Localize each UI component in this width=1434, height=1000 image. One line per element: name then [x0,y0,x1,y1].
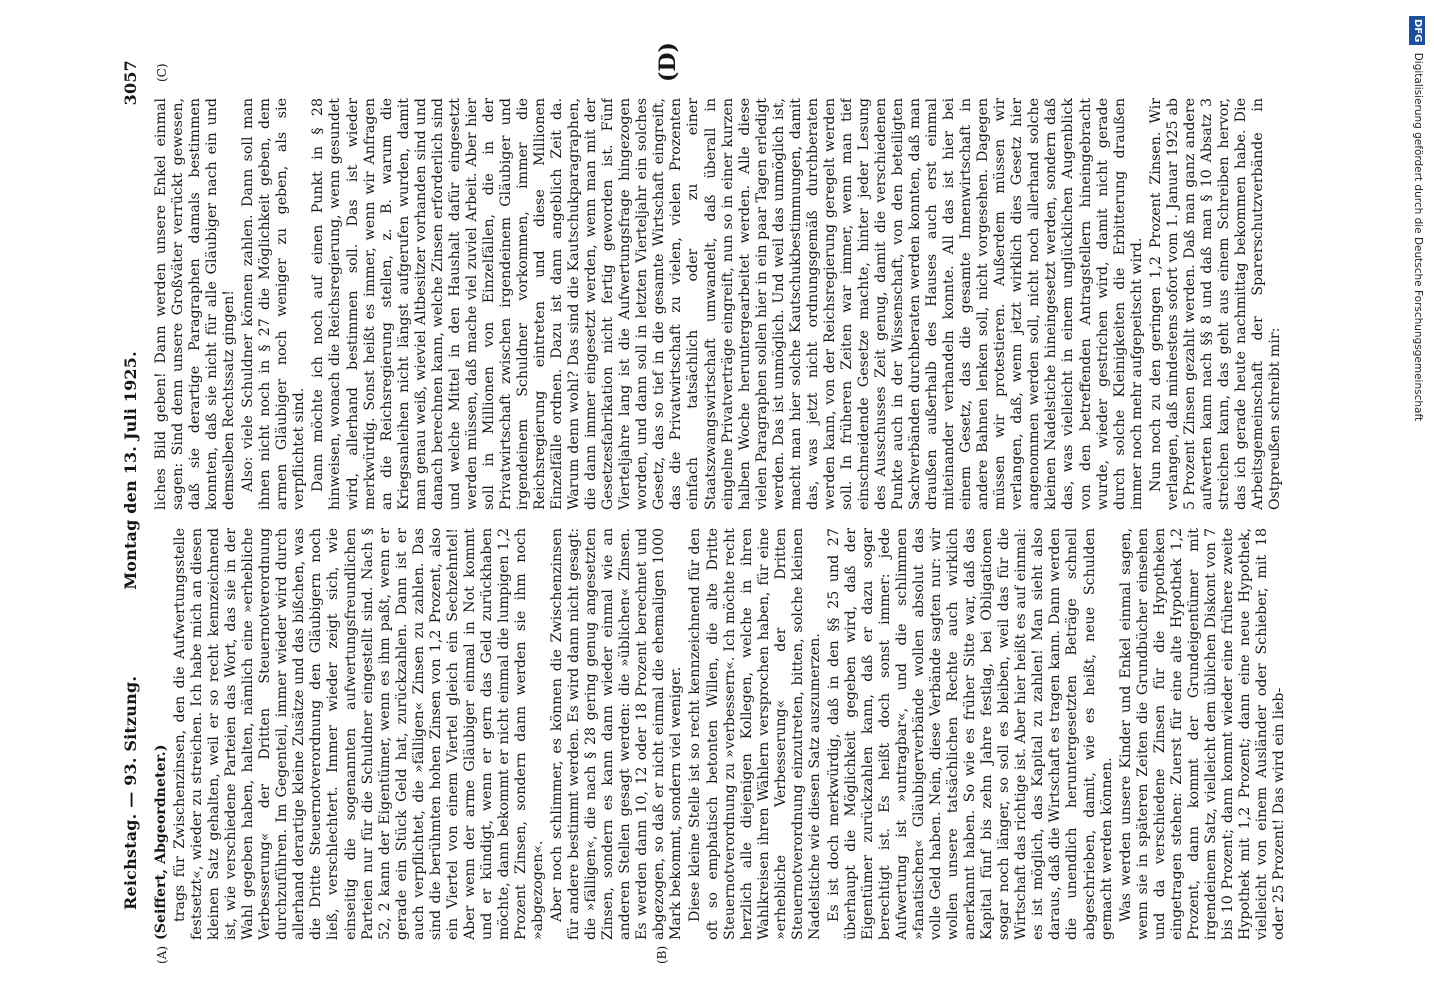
page-number: 3057 [121,60,140,106]
right-column [153,98,1313,510]
document-page [115,42,1335,964]
right-paragraph-4: Nun noch zu den geringen 1,2 Prozent Zinsen. Wir verlangen, daß mindestens sofort vom 1. Januar 1925 ab 5 Prozent Zinsen gezahlt werden. Daß man ganz andere aufwerten kann nach §§ 8 und daß man § 10 Absatz 3 streichen kann, das geht aus einem Schreiben hervor, das ich gerade heute nachmittag bekommen habe. Die Arbeitsgemeinschaft der Sparerschutzverbände in Ostpreußen schreibt mir: [1147,98,1284,510]
left-paragraph-3: Diese kleine Stelle ist so recht kennzeichnend für den oft so emphatisch betonten Willen, die alte Dritte Steuernotverordnung zu »verbessern«. Ich möchte recht herzlich alle diejenigen Kollegen, welche in ihren Wahlkreisen ihren Wählern versprochen haben, für eine »erhebliche Verbesserung« der Dritten Steuernotverordnung einzutreten, bitten, solche kleinen Nadelstiche wie diesen Satz auszumerzen. [687,528,823,940]
left-paragraph-4: Es ist doch merkwürdig, daß in den §§ 25 und 27 überhaupt die Möglichkeit gegeben wird, daß der Eigentümer zurückzahlen kann, daß er dazu sogar berechtigt ist. Es heißt doch sonst immer: jede Aufwertung ist »untragbar«, und die schlimmen »fanatischen« Gläubigerverbände wollen absolut das volle Geld haben. Nein, diese Verbände sagten nur: wir wollen unsere tatsächlichen Rechte auch wirklich anerkannt haben. So wie es früher Sitte war, daß das Kapital fünf bis zehn Jahre festlag, bei Obligationen sogar noch länger, so soll es bleiben, weil das für die Wirtschaft das richtige ist. Aber hier heißt es auf einmal: es ist möglich, das Kapital zu zahlen! Man sieht also daraus, daß die Wirtschaft es tragen kann. Dann werden die unendlich heruntergesetzten Beträge schnell abgeschrieben, damit, wie es heißt, neue Schulden gemacht werden können. [825,528,1115,940]
header-left: Reichstag. — 93. Sitzung. [121,675,140,910]
header-date: Montag den 13. Juli 1925. [121,351,140,590]
left-column [153,528,1313,940]
left-paragraph-2: Aber noch schlimmer, es können die Zwischenzinsen für andere bestimmt werden. Es wird dann nicht gesagt: die »fälligen«, die nach § 28 gering genug angesetzten Zinsen, sondern es kann dann wieder einmal wie an anderen Stellen gesagt werden: die »üblichen« Zinsen. Es werden dann 10, 12 oder 18 Prozent berechnet und abgezogen, so daß er nicht einmal die ehemaligen 1000 Mark bekommt, sondern viel weniger. [549,528,685,940]
margin-letter-a: (A) [155,945,169,964]
left-paragraph-1: trags für Zwischenzinsen, den die Aufwertungsstelle festsetzt«, wieder zu streichen. Ich habe mich an diesen kleinen Satz gehalten, weil er so recht kennzeichnend ist, wie verschiedene Parteien das Wort, das sie in der Wahl gegeben haben, halten, nämlich eine »erhebliche Verbesserung« der Dritten Steuernotverordnung durchzuführen. Im Gegenteil, immer wieder wird durch allerhand derartige kleine Zusätze und das bißchen, was die Dritte Steuernotverordnung den Gläubigern noch ließ, verschlechtert. Immer wieder zeigt sich, wie einseitig die sogenannten aufwertungsfreundlichen Parteien nur für die Schuldner eingestellt sind. Nach § 52, 2 kann der Eigentümer, wenn es ihm paßt, wenn er gerade ein Stück Geld hat, zurückzahlen. Dann ist er auch verpflichtet, die »fälligen« Zinsen zu zahlen. Das sind die berühmten hohen Zinsen von 1,2 Prozent, also ein Viertel von einem Viertel gleich ein Sechzehntel! Aber wenn der arme Gläubiger einmal in Not kommt und er kündigt, wenn er gern das Geld zurückhaben möchte, dann bekommt er nicht einmal die lumpigen 1,2 Prozent Zinsen, sondern dann werden sie ihm noch »abgezogen«. [172,528,547,940]
digitization-text: Digitalisierung gefördert durch die Deutsche Forschungsgemeinschaft [1412,52,1424,422]
header-right [121,60,140,590]
page-header [115,60,145,940]
margin-letter-c: (C) [155,63,169,82]
right-paragraph-2: Also: viele Schuldner können zahlen. Dann soll man ihnen nicht noch in § 27 die Möglichkeit geben, dem armen Gläubiger noch weniger zu geben, als sie verpflichtet sind. [240,98,308,510]
speaker-tag: (Seiffert, Abgeordneter.) [153,744,169,940]
right-paragraph-1: liches Bild geben! Dann werden unsere Enkel einmal sagen: Sind denn unsere Großväter verrückt gewesen, daß sie derartige Paragraphen damals bestimmen konnten, daß sie nicht für alle Gläubiger nach ein und demselben Rechtssatz gingen! [153,98,238,510]
right-paragraph-3: Dann möchte ich noch auf einen Punkt in § 28 hinweisen, wonach die Reichsregierung, wenn gesundet wird, allerhand bestimmen soll. Das ist wieder merkwürdig. Sonst heißt es immer, wenn wir Anfragen an die Reichsregierung stellen, z. B. warum die Kriegsanleihen nicht längst aufgerufen wurden, damit man genau weiß, wieviel Altbesitzer vorhanden sind und danach berechnen kann, welche Zinsen erforderlich sind und welche Mittel in den Haushalt dafür eingesetzt werden müssen, daß mache viel zuviel Arbeit. Aber hier soll in Millionen von Einzelfällen, die in der Privatwirtschaft zwischen irgendeinem Gläubiger und irgendeinem Schuldner vorkommen, immer die Reichsregierung eintreten und diese Millionen Einzelfälle ordnen. Dazu ist dann angeblich Zeit da. Warum denn wohl? Das sind die Kautschukparagraphen, die dann immer eingesetzt werden, wenn man mit der Gesetzesfabrikation nicht fertig geworden ist. Fünf Vierteljahre lang ist die Aufwertungsfrage hingezogen worden, und dann soll in letzten Vierteljahr ein solches Gesetz, das so tief in die gesamte Wirtschaft eingreift, das die Privatwirtschaft zu vielen, vielen Prozenten einfach tatsächlich oder zu einer Staatszwangswirtschaft umwandelt, daß überall in eingelne Privatverträge eingreift, nun so in einer kurzen halben Woche heruntergearbeitet werden. Alle diese vielen Paragraphen sollen hier in ein paar Tagen erledigt werden. Das ist unmöglich. Und weil das unmöglich ist, macht man hier solche Kautschukbestimmungen, damit das, was jetzt nicht ordnungsgemäß durchberaten werden kann, von der Reichsregierung geregelt werden soll. In früheren Zeiten war immer, wenn man tief einschneidende Gesetze machte, hinter jeder Lesung des Ausschusses Zeit genug, damit die verschiedenen Punkte auch in der Wissenschaft, von den beteiligten Sachverbänden durchberaten werden konnten, daß man draußen außerhalb des Hauses auch erst einmal miteinander verhandeln konnte. All das ist hier bei einem Gesetz, das die gesamte Innenwirtschaft in andere Bahnen lenken soll, nicht vorgesehen. Dagegen müssen wir protestieren. Außerdem müssen wir verlangen, daß, wenn jetzt wirklich dies Gesetz hier angenommen werden soll, nicht noch allerhand solche kleinen Nadelstiche hineingesetzt werden, sondern daß das, was vielleicht in einem unglücklichen Augenblick von den betreffenden Antragstellern hineingebracht wurde, wieder gestrichen wird, damit nicht gerade durch solche Kleinigkeiten die Erbitterung draußen immer noch mehr aufgepeitscht wird. [310,98,1145,510]
digitization-note [1408,16,1428,916]
dfg-logo: DFG [1409,16,1425,45]
margin-letter-b: (B) [655,945,669,964]
margin-letter-d: (D) [655,42,681,82]
left-paragraph-5: Was werden unsere Kinder und Enkel einmal sagen, wenn sie in späteren Zeiten die Grundbücher einsehen und da verschiedene Zinsen für die Hypotheken eingetragen stehen: Zuerst für eine alte Hypothek 1,2 Prozent, dann kommt der Grundeigentümer mit irgendeinem Satz, vielleicht dem üblichen Diskont von 7 bis 10 Prozent; dann kommt wieder eine frühere zweite Hypothek mit 1,2 Prozent; dann eine neue Hypothek, vielleicht von einem Ausländer oder Schieber, mit 18 oder 25 Prozent! Das wird ein lieb- [1117,528,1288,940]
